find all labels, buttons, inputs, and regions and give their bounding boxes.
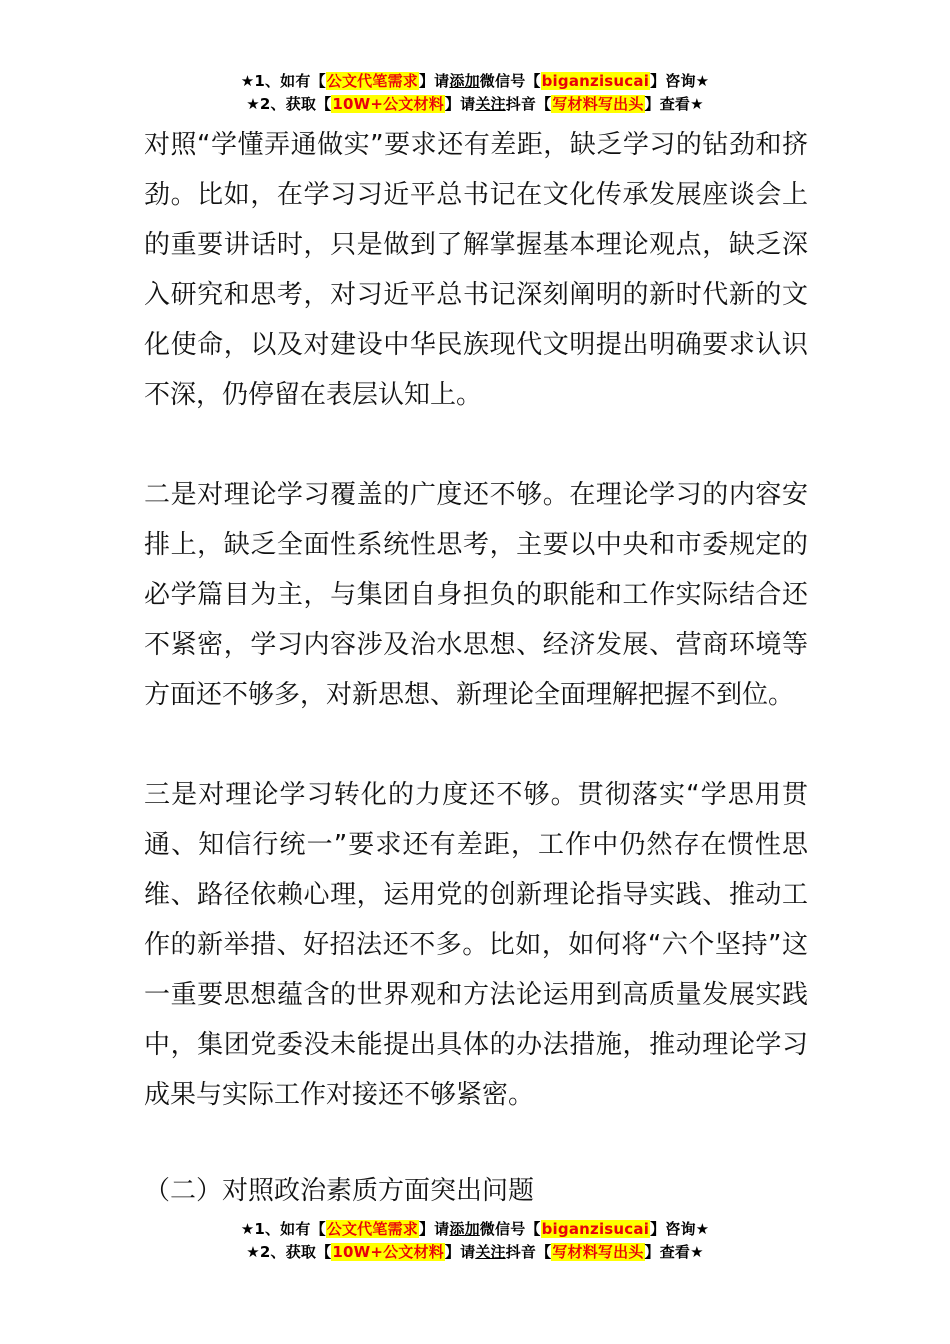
promo-text: 】咨询★ (650, 1220, 710, 1238)
promo-text: 抖音【 (505, 95, 552, 113)
section-heading-text: （二）对照政治素质方面突出问题 (144, 1176, 535, 1206)
promo-douyin-id: 写材料写出头 (552, 1243, 644, 1261)
promo-line-2 (0, 1241, 950, 1264)
promo-highlight: 10W+公文材料 (332, 95, 444, 113)
promo-text: ★1、如有【 (240, 72, 326, 90)
promo-highlight: 10W+公文材料 (332, 1243, 444, 1261)
promo-line-2 (0, 93, 950, 116)
promo-douyin-id: 写材料写出头 (552, 95, 644, 113)
promo-text: 】查看★ (644, 95, 704, 113)
document-paragraph-3 (144, 770, 808, 1120)
promo-underline: 添加 (449, 1220, 480, 1238)
promo-text: ★2、获取【 (246, 1243, 332, 1261)
promo-line-1 (0, 70, 950, 93)
promo-text: 】请 (418, 1220, 450, 1238)
promo-banner-bottom (0, 1218, 950, 1264)
promo-text: 】请 (418, 72, 450, 90)
promo-text: 微信号【 (479, 1220, 541, 1238)
promo-highlight: 公文代笔需求 (326, 72, 418, 90)
promo-underline: 关注 (475, 1243, 506, 1261)
promo-underline: 添加 (449, 72, 480, 90)
promo-text: ★2、获取【 (246, 95, 332, 113)
promo-text: 】咨询★ (650, 72, 710, 90)
paragraph-text: 二是对理论学习覆盖的广度还不够。在理论学习的内容安排上，缺乏全面性系统性思考，主要以中央和市委规定的必学篇目为主，与集团自身担负的职能和工作实际结合还不紧密，学习内容涉及治水思想、经济发展、营商环境等方面还不够多，对新思想、新理论全面理解把握不到位。 (144, 480, 808, 710)
promo-text: 】查看★ (644, 1243, 704, 1261)
promo-text: 】请 (444, 95, 476, 113)
section-heading (144, 1166, 808, 1216)
promo-highlight: 公文代笔需求 (326, 1220, 418, 1238)
promo-text: 微信号【 (479, 72, 541, 90)
promo-text: 】请 (444, 1243, 476, 1261)
promo-text: 抖音【 (505, 1243, 552, 1261)
document-paragraph-2 (144, 470, 808, 720)
document-paragraph-1 (144, 120, 808, 420)
promo-line-1 (0, 1218, 950, 1241)
paragraph-text: 三是对理论学习转化的力度还不够。贯彻落实“学思用贯通、知信行统一”要求还有差距，工作中仍然存在惯性思维、路径依赖心理，运用党的创新理论指导实践、推动工作的新举措、好招法还不多。比如，如何将“六个坚持”这一重要思想蕴含的世界观和方法论运用到高质量发展实践中，集团党委没未能提出具体的办法措施，推动理论学习成果与实际工作对接还不够紧密。 (144, 780, 808, 1110)
promo-underline: 关注 (475, 95, 506, 113)
promo-wechat-id: biganzisucai (541, 72, 650, 90)
paragraph-text: 对照“学懂弄通做实”要求还有差距，缺乏学习的钻劲和挤劲。比如，在学习习近平总书记在文化传承发展座谈会上的重要讲话时，只是做到了解掌握基本理论观点，缺乏深入研究和思考，对习近平总书记深刻阐明的新时代新的文化使命，以及对建设中华民族现代文明提出明确要求认识不深，仍停留在表层认知上。 (144, 130, 808, 410)
promo-banner-top (0, 70, 950, 116)
promo-wechat-id: biganzisucai (541, 1220, 650, 1238)
promo-text: ★1、如有【 (240, 1220, 326, 1238)
